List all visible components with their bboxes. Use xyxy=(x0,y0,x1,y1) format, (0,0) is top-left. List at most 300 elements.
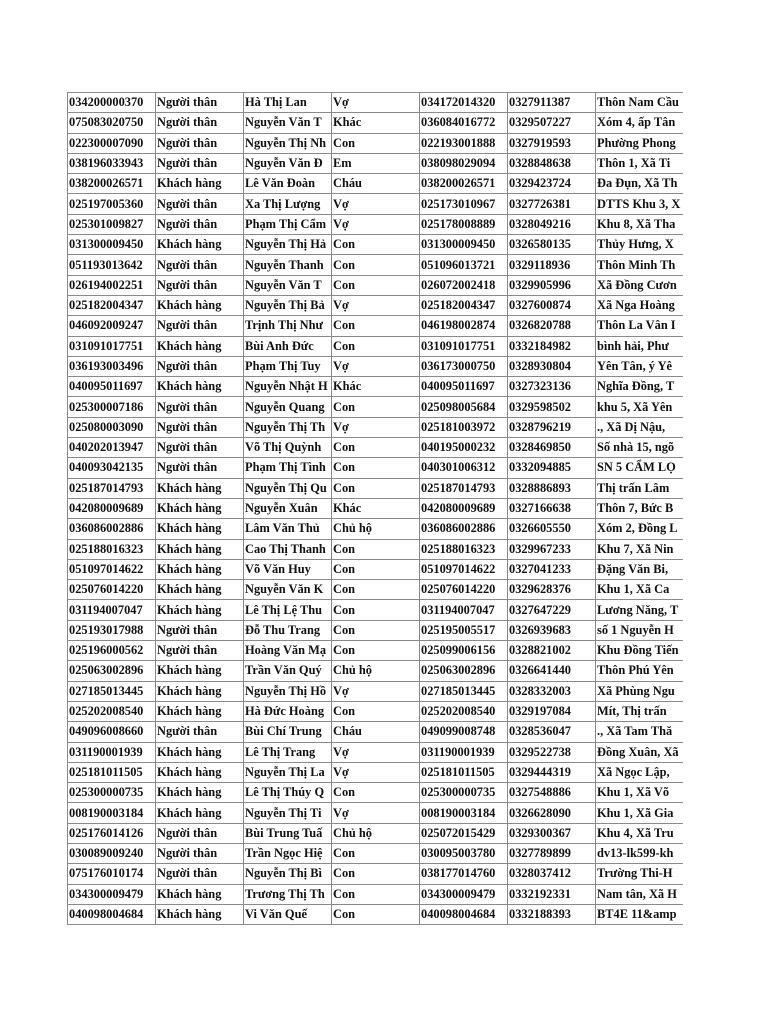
relation-type-cell: Người thân xyxy=(156,113,244,133)
related-id-cell: 025063002896 xyxy=(420,661,508,681)
related-id-cell: 025188016323 xyxy=(420,539,508,559)
id-number-cell: 075083020750 xyxy=(68,113,156,133)
phone-cell: 0329905996 xyxy=(508,275,596,295)
table-row xyxy=(68,336,683,356)
id-number-cell: 025176014126 xyxy=(68,823,156,843)
full-name-cell: Đỗ Thu Trang xyxy=(244,620,332,640)
address-cell: Xã Phùng Ngu xyxy=(596,681,683,701)
address-cell: Lương Năng, T xyxy=(596,600,683,620)
relation-type-cell: Khách hàng xyxy=(156,783,244,803)
phone-cell: 0332184982 xyxy=(508,336,596,356)
id-number-cell: 026194002251 xyxy=(68,275,156,295)
full-name-cell: Nguyễn Thị Ti xyxy=(244,803,332,823)
full-name-cell: Nguyễn Thị Nh xyxy=(244,133,332,153)
relation-type-cell: Người thân xyxy=(156,316,244,336)
related-id-cell: 038200026571 xyxy=(420,174,508,194)
relation-type-cell: Khách hàng xyxy=(156,681,244,701)
relationship-cell: Con xyxy=(332,864,420,884)
table-row xyxy=(68,539,683,559)
relationship-cell: Cháu xyxy=(332,722,420,742)
address-cell: ., Xã Dị Nậu, xyxy=(596,417,683,437)
id-number-cell: 034200000370 xyxy=(68,93,156,113)
relationship-cell: Con xyxy=(332,539,420,559)
related-id-cell: 008190003184 xyxy=(420,803,508,823)
id-number-cell: 025193017988 xyxy=(68,620,156,640)
full-name-cell: Nguyễn Nhật H xyxy=(244,377,332,397)
relationship-cell: Vợ xyxy=(332,417,420,437)
id-number-cell: 025181011505 xyxy=(68,762,156,782)
id-number-cell: 036193003496 xyxy=(68,356,156,376)
relationship-cell: Con xyxy=(332,133,420,153)
address-cell: khu 5, Xã Yên xyxy=(596,397,683,417)
table-row xyxy=(68,458,683,478)
related-id-cell: 040195000232 xyxy=(420,438,508,458)
address-cell: Mít, Thị trấn xyxy=(596,701,683,721)
relation-type-cell: Người thân xyxy=(156,620,244,640)
address-cell: Khu 1, Xã Võ xyxy=(596,783,683,803)
address-cell: Đồng Xuân, Xã xyxy=(596,742,683,762)
related-id-cell: 031190001939 xyxy=(420,742,508,762)
id-number-cell: 025080003090 xyxy=(68,417,156,437)
address-cell: Thôn 1, Xã Ti xyxy=(596,153,683,173)
address-cell: Khu 1, Xã Ca xyxy=(596,580,683,600)
relationship-cell: Chủ hộ xyxy=(332,661,420,681)
relation-type-cell: Người thân xyxy=(156,458,244,478)
related-id-cell: 038177014760 xyxy=(420,864,508,884)
relationship-cell: Khác xyxy=(332,113,420,133)
phone-cell: 0329522738 xyxy=(508,742,596,762)
related-id-cell: 025181011505 xyxy=(420,762,508,782)
full-name-cell: Lê Thị Trang xyxy=(244,742,332,762)
full-name-cell: Cao Thị Thanh xyxy=(244,539,332,559)
relation-type-cell: Khách hàng xyxy=(156,580,244,600)
id-number-cell: 046092009247 xyxy=(68,316,156,336)
relationship-cell: Em xyxy=(332,153,420,173)
full-name-cell: Võ Văn Huy xyxy=(244,559,332,579)
id-number-cell: 025300000735 xyxy=(68,783,156,803)
phone-cell: 0328796219 xyxy=(508,417,596,437)
data-table xyxy=(67,92,683,925)
table-row xyxy=(68,559,683,579)
id-number-cell: 031091017751 xyxy=(68,336,156,356)
full-name-cell: Trần Văn Quý xyxy=(244,661,332,681)
relation-type-cell: Người thân xyxy=(156,214,244,234)
id-number-cell: 025188016323 xyxy=(68,539,156,559)
phone-cell: 0329444319 xyxy=(508,762,596,782)
id-number-cell: 025182004347 xyxy=(68,295,156,315)
relationship-cell: Khác xyxy=(332,498,420,518)
id-number-cell: 025301009827 xyxy=(68,214,156,234)
address-cell: Xã Ngọc Lập, xyxy=(596,762,683,782)
relation-type-cell: Khách hàng xyxy=(156,478,244,498)
phone-cell: 0332192331 xyxy=(508,884,596,904)
relation-type-cell: Người thân xyxy=(156,356,244,376)
related-id-cell: 025187014793 xyxy=(420,478,508,498)
address-cell: dv13-lk599-kh xyxy=(596,843,683,863)
address-cell: Thôn La Vân I xyxy=(596,316,683,336)
address-cell: Thôn Phú Yên xyxy=(596,661,683,681)
related-id-cell: 027185013445 xyxy=(420,681,508,701)
id-number-cell: 042080009689 xyxy=(68,498,156,518)
related-id-cell: 049099008748 xyxy=(420,722,508,742)
phone-cell: 0327726381 xyxy=(508,194,596,214)
related-id-cell: 031091017751 xyxy=(420,336,508,356)
address-cell: Khu Đồng Tiến xyxy=(596,641,683,661)
phone-cell: 0329967233 xyxy=(508,539,596,559)
related-id-cell: 031194007047 xyxy=(420,600,508,620)
relationship-cell: Con xyxy=(332,783,420,803)
relationship-cell: Con xyxy=(332,255,420,275)
full-name-cell: Võ Thị Quỳnh xyxy=(244,438,332,458)
phone-cell: 0329598502 xyxy=(508,397,596,417)
full-name-cell: Hà Đức Hoàng xyxy=(244,701,332,721)
table-row xyxy=(68,153,683,173)
relation-type-cell: Người thân xyxy=(156,722,244,742)
table-row xyxy=(68,864,683,884)
related-id-cell: 025076014220 xyxy=(420,580,508,600)
relation-type-cell: Người thân xyxy=(156,438,244,458)
id-number-cell: 038200026571 xyxy=(68,174,156,194)
address-cell: Xã Nga Hoàng xyxy=(596,295,683,315)
phone-cell: 0327647229 xyxy=(508,600,596,620)
phone-cell: 0329423724 xyxy=(508,174,596,194)
phone-cell: 0329197084 xyxy=(508,701,596,721)
full-name-cell: Trương Thị Th xyxy=(244,884,332,904)
full-name-cell: Bùi Chí Trung xyxy=(244,722,332,742)
relationship-cell: Khác xyxy=(332,377,420,397)
table-row xyxy=(68,295,683,315)
phone-cell: 0326605550 xyxy=(508,519,596,539)
full-name-cell: Nguyễn Văn Đ xyxy=(244,153,332,173)
id-number-cell: 027185013445 xyxy=(68,681,156,701)
relation-type-cell: Khách hàng xyxy=(156,295,244,315)
relationship-cell: Con xyxy=(332,620,420,640)
address-cell: Khu 7, Xã Nin xyxy=(596,539,683,559)
table-row xyxy=(68,762,683,782)
id-number-cell: 034300009479 xyxy=(68,884,156,904)
address-cell: Nghĩa Đồng, T xyxy=(596,377,683,397)
relation-type-cell: Người thân xyxy=(156,153,244,173)
relationship-cell: Con xyxy=(332,904,420,924)
address-cell: Khu 4, Xã Tru xyxy=(596,823,683,843)
full-name-cell: Nguyễn Xuân xyxy=(244,498,332,518)
id-number-cell: 008190003184 xyxy=(68,803,156,823)
relationship-cell: Vợ xyxy=(332,295,420,315)
phone-cell: 0327323136 xyxy=(508,377,596,397)
address-cell: Thôn Nam Cầu xyxy=(596,93,683,113)
relation-type-cell: Người thân xyxy=(156,397,244,417)
address-cell: SN 5 CẨM LỌ xyxy=(596,458,683,478)
id-number-cell: 040202013947 xyxy=(68,438,156,458)
table-row xyxy=(68,843,683,863)
relationship-cell: Con xyxy=(332,458,420,478)
related-id-cell: 025195005517 xyxy=(420,620,508,640)
phone-cell: 0326820788 xyxy=(508,316,596,336)
full-name-cell: Nguyễn Thị Hả xyxy=(244,235,332,255)
relationship-cell: Vợ xyxy=(332,681,420,701)
id-number-cell: 038196033943 xyxy=(68,153,156,173)
full-name-cell: Trịnh Thị Như xyxy=(244,316,332,336)
address-cell: bình hải, Phư xyxy=(596,336,683,356)
table-row xyxy=(68,620,683,640)
table-row xyxy=(68,417,683,437)
phone-cell: 0327789899 xyxy=(508,843,596,863)
address-cell: Xóm 4, ấp Tân xyxy=(596,113,683,133)
relation-type-cell: Khách hàng xyxy=(156,803,244,823)
id-number-cell: 022300007090 xyxy=(68,133,156,153)
full-name-cell: Nguyễn Thanh xyxy=(244,255,332,275)
id-number-cell: 025300007186 xyxy=(68,397,156,417)
id-number-cell: 040095011697 xyxy=(68,377,156,397)
table-row xyxy=(68,194,683,214)
phone-cell: 0327911387 xyxy=(508,93,596,113)
relation-type-cell: Khách hàng xyxy=(156,904,244,924)
id-number-cell: 025187014793 xyxy=(68,478,156,498)
full-name-cell: Nguyễn Văn K xyxy=(244,580,332,600)
table-row xyxy=(68,93,683,113)
relationship-cell: Vợ xyxy=(332,742,420,762)
table-row xyxy=(68,356,683,376)
id-number-cell: 036086002886 xyxy=(68,519,156,539)
id-number-cell: 075176010174 xyxy=(68,864,156,884)
relation-type-cell: Khách hàng xyxy=(156,762,244,782)
relation-type-cell: Người thân xyxy=(156,864,244,884)
full-name-cell: Nguyễn Thị Qu xyxy=(244,478,332,498)
address-cell: Số nhà 15, ngõ xyxy=(596,438,683,458)
relationship-cell: Con xyxy=(332,559,420,579)
address-cell: ., Xã Tam Thă xyxy=(596,722,683,742)
phone-cell: 0329300367 xyxy=(508,823,596,843)
phone-cell: 0329507227 xyxy=(508,113,596,133)
relation-type-cell: Khách hàng xyxy=(156,235,244,255)
relationship-cell: Con xyxy=(332,316,420,336)
relation-type-cell: Khách hàng xyxy=(156,539,244,559)
relation-type-cell: Người thân xyxy=(156,417,244,437)
full-name-cell: Nguyễn Thị Hồ xyxy=(244,681,332,701)
related-id-cell: 025300000735 xyxy=(420,783,508,803)
table-row xyxy=(68,904,683,924)
phone-cell: 0328930804 xyxy=(508,356,596,376)
relation-type-cell: Người thân xyxy=(156,843,244,863)
related-id-cell: 034300009479 xyxy=(420,884,508,904)
id-number-cell: 049096008660 xyxy=(68,722,156,742)
table-row xyxy=(68,722,683,742)
related-id-cell: 051097014622 xyxy=(420,559,508,579)
table-row xyxy=(68,478,683,498)
relationship-cell: Con xyxy=(332,884,420,904)
relationship-cell: Con xyxy=(332,275,420,295)
full-name-cell: Xa Thị Lượng xyxy=(244,194,332,214)
table-row xyxy=(68,133,683,153)
relationship-cell: Con xyxy=(332,478,420,498)
address-cell: Đặng Văn Bi, xyxy=(596,559,683,579)
relation-type-cell: Khách hàng xyxy=(156,377,244,397)
relation-type-cell: Khách hàng xyxy=(156,701,244,721)
full-name-cell: Hoàng Văn Mạ xyxy=(244,641,332,661)
address-cell: Thôn Minh Th xyxy=(596,255,683,275)
related-id-cell: 036086002886 xyxy=(420,519,508,539)
table-row xyxy=(68,600,683,620)
relationship-cell: Vợ xyxy=(332,194,420,214)
full-name-cell: Nguyễn Văn T xyxy=(244,275,332,295)
relationship-cell: Vợ xyxy=(332,214,420,234)
address-cell: Đa Đụn, Xã Th xyxy=(596,174,683,194)
related-id-cell: 025182004347 xyxy=(420,295,508,315)
relation-type-cell: Khách hàng xyxy=(156,559,244,579)
relation-type-cell: Khách hàng xyxy=(156,519,244,539)
table-row xyxy=(68,519,683,539)
table-row xyxy=(68,661,683,681)
relationship-cell: Con xyxy=(332,600,420,620)
phone-cell: 0326641440 xyxy=(508,661,596,681)
related-id-cell: 036173000750 xyxy=(420,356,508,376)
related-id-cell: 040095011697 xyxy=(420,377,508,397)
full-name-cell: Bùi Anh Đức xyxy=(244,336,332,356)
relationship-cell: Vợ xyxy=(332,762,420,782)
full-name-cell: Phạm Thị Tuy xyxy=(244,356,332,376)
phone-cell: 0327041233 xyxy=(508,559,596,579)
id-number-cell: 025196000562 xyxy=(68,641,156,661)
phone-cell: 0329118936 xyxy=(508,255,596,275)
phone-cell: 0328536047 xyxy=(508,722,596,742)
full-name-cell: Nguyễn Quang xyxy=(244,397,332,417)
table-row xyxy=(68,174,683,194)
phone-cell: 0327548886 xyxy=(508,783,596,803)
address-cell: Phường Phong xyxy=(596,133,683,153)
table-row xyxy=(68,641,683,661)
table-body xyxy=(68,93,683,925)
address-cell: Thôn 7, Bức B xyxy=(596,498,683,518)
phone-cell: 0328037412 xyxy=(508,864,596,884)
full-name-cell: Lê Thị Lệ Thu xyxy=(244,600,332,620)
relation-type-cell: Khách hàng xyxy=(156,498,244,518)
address-cell: DTTS Khu 3, X xyxy=(596,194,683,214)
related-id-cell: 038098029094 xyxy=(420,153,508,173)
phone-cell: 0328886893 xyxy=(508,478,596,498)
table-row xyxy=(68,783,683,803)
id-number-cell: 031190001939 xyxy=(68,742,156,762)
related-id-cell: 051096013721 xyxy=(420,255,508,275)
relation-type-cell: Khách hàng xyxy=(156,884,244,904)
relation-type-cell: Người thân xyxy=(156,133,244,153)
address-cell: Yên Tân, ý Yê xyxy=(596,356,683,376)
phone-cell: 0332188393 xyxy=(508,904,596,924)
table-row xyxy=(68,275,683,295)
id-number-cell: 031300009450 xyxy=(68,235,156,255)
relation-type-cell: Khách hàng xyxy=(156,336,244,356)
relationship-cell: Con xyxy=(332,235,420,255)
relationship-cell: Cháu xyxy=(332,174,420,194)
address-cell: Thị trấn Lâm xyxy=(596,478,683,498)
related-id-cell: 025173010967 xyxy=(420,194,508,214)
table-row xyxy=(68,884,683,904)
phone-cell: 0328049216 xyxy=(508,214,596,234)
relationship-cell: Con xyxy=(332,701,420,721)
phone-cell: 0326628090 xyxy=(508,803,596,823)
address-cell: Khu 1, Xã Gia xyxy=(596,803,683,823)
id-number-cell: 040093042135 xyxy=(68,458,156,478)
full-name-cell: Bùi Trung Tuấ xyxy=(244,823,332,843)
relationship-cell: Vợ xyxy=(332,93,420,113)
phone-cell: 0326939683 xyxy=(508,620,596,640)
full-name-cell: Nguyễn Thị Th xyxy=(244,417,332,437)
full-name-cell: Nguyễn Thị Bì xyxy=(244,864,332,884)
relation-type-cell: Người thân xyxy=(156,194,244,214)
full-name-cell: Lâm Văn Thủ xyxy=(244,519,332,539)
phone-cell: 0326580135 xyxy=(508,235,596,255)
related-id-cell: 040098004684 xyxy=(420,904,508,924)
full-name-cell: Nguyễn Văn T xyxy=(244,113,332,133)
id-number-cell: 040098004684 xyxy=(68,904,156,924)
related-id-cell: 046198002874 xyxy=(420,316,508,336)
phone-cell: 0327919593 xyxy=(508,133,596,153)
phone-cell: 0328332003 xyxy=(508,681,596,701)
full-name-cell: Lê Thị Thúy Q xyxy=(244,783,332,803)
relationship-cell: Con xyxy=(332,843,420,863)
id-number-cell: 025063002896 xyxy=(68,661,156,681)
id-number-cell: 031194007047 xyxy=(68,600,156,620)
table-row xyxy=(68,823,683,843)
address-cell: Thủy Hưng, X xyxy=(596,235,683,255)
relationship-cell: Chủ hộ xyxy=(332,823,420,843)
id-number-cell: 025197005360 xyxy=(68,194,156,214)
table-row xyxy=(68,580,683,600)
related-id-cell: 022193001888 xyxy=(420,133,508,153)
relation-type-cell: Người thân xyxy=(156,275,244,295)
full-name-cell: Phạm Thị Tình xyxy=(244,458,332,478)
table-row xyxy=(68,113,683,133)
relation-type-cell: Người thân xyxy=(156,93,244,113)
address-cell: số 1 Nguyễn H xyxy=(596,620,683,640)
relationship-cell: Chủ hộ xyxy=(332,519,420,539)
address-cell: Xóm 2, Đồng L xyxy=(596,519,683,539)
full-name-cell: Nguyễn Thị Bả xyxy=(244,295,332,315)
table-row xyxy=(68,316,683,336)
relation-type-cell: Khách hàng xyxy=(156,600,244,620)
address-cell: Nam tân, Xã H xyxy=(596,884,683,904)
table-row xyxy=(68,214,683,234)
id-number-cell: 025202008540 xyxy=(68,701,156,721)
relation-type-cell: Khách hàng xyxy=(156,174,244,194)
phone-cell: 0332094885 xyxy=(508,458,596,478)
table-row xyxy=(68,742,683,762)
related-id-cell: 025072015429 xyxy=(420,823,508,843)
relation-type-cell: Người thân xyxy=(156,255,244,275)
relationship-cell: Con xyxy=(332,580,420,600)
id-number-cell: 051193013642 xyxy=(68,255,156,275)
address-cell: Khu 8, Xã Tha xyxy=(596,214,683,234)
relationship-cell: Con xyxy=(332,641,420,661)
relationship-cell: Vợ xyxy=(332,356,420,376)
relation-type-cell: Người thân xyxy=(156,641,244,661)
related-id-cell: 034172014320 xyxy=(420,93,508,113)
table-row xyxy=(68,377,683,397)
relationship-cell: Vợ xyxy=(332,803,420,823)
related-id-cell: 025181003972 xyxy=(420,417,508,437)
table-row xyxy=(68,235,683,255)
full-name-cell: Trần Ngọc Hiệ xyxy=(244,843,332,863)
full-name-cell: Nguyễn Thị La xyxy=(244,762,332,782)
table-row xyxy=(68,498,683,518)
table-row xyxy=(68,803,683,823)
id-number-cell: 025076014220 xyxy=(68,580,156,600)
address-cell: Xã Đồng Cươn xyxy=(596,275,683,295)
related-id-cell: 040301006312 xyxy=(420,458,508,478)
relation-type-cell: Người thân xyxy=(156,823,244,843)
relationship-cell: Con xyxy=(332,438,420,458)
phone-cell: 0328469850 xyxy=(508,438,596,458)
related-id-cell: 042080009689 xyxy=(420,498,508,518)
